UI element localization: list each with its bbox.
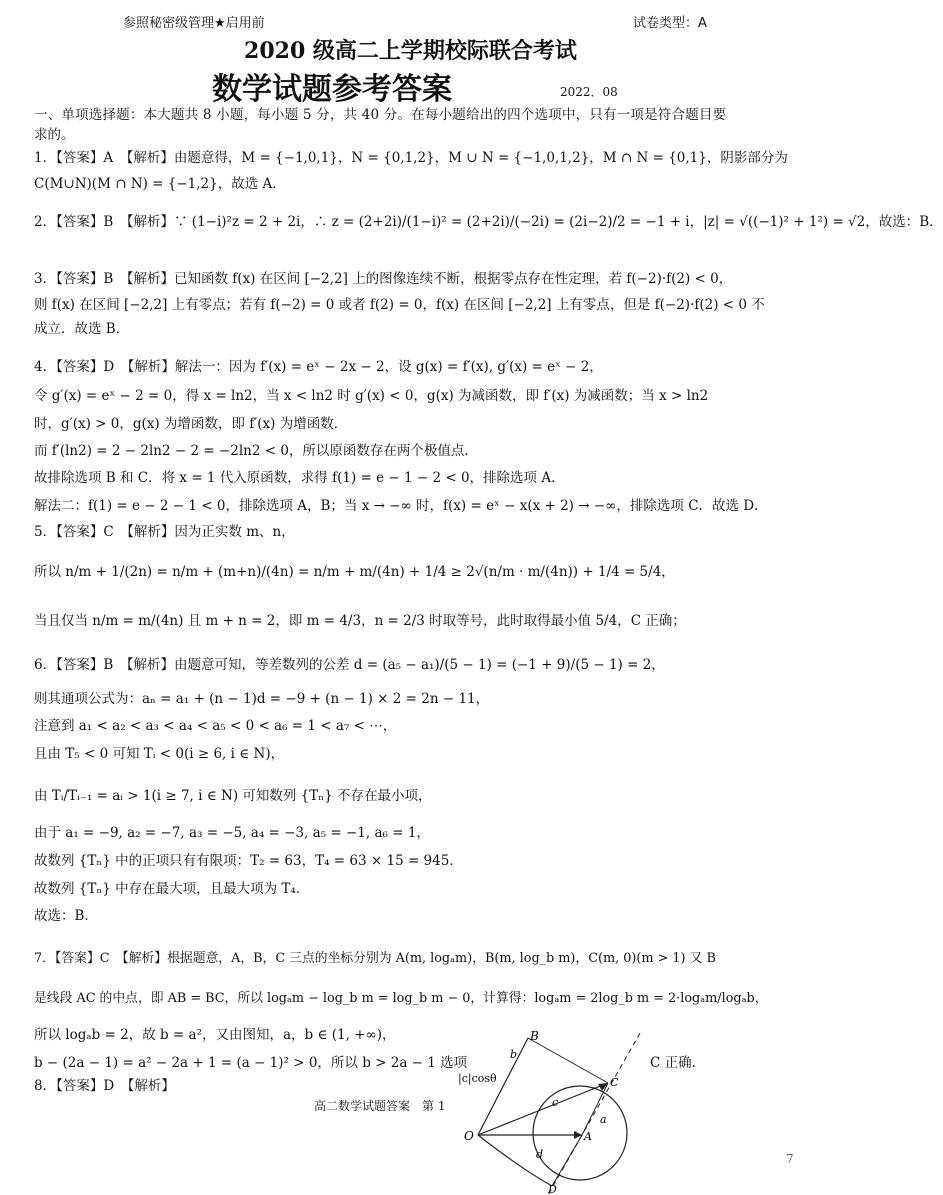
answer-line: 是线段 AC 的中点，即 AB = BC，所以 logₐm − log_b m = log_b m − 0，计算得：logₐm = 2log_b m = 2·logₐm/logₐb， [34,991,768,1006]
answer-line: 时，g′(x) > 0，g(x) 为增函数，即 f′(x) 为增函数． [34,416,348,432]
secret-level-label: 参照秘密级管理★启用前 [123,16,265,31]
paper-type-label: 试卷类型：A [633,16,707,31]
answer-line: 解法二：f(1) = e − 2 − 1 < 0，排除选项 A，B；当 x → −∞ 时，f(x) = eˣ − x(x + 2) → −∞，排除选项 C．故选 D． [34,498,768,514]
answer-line: 故数列 {Tₙ} 中存在最大项，且最大项为 T₄． [34,881,310,897]
answer-line: 故数列 {Tₙ} 中的正项只有有限项：T₂ = 63，T₄ = 63 × 15 = 945． [34,853,463,869]
answer-line: 由于 a₁ = −9, a₂ = −7, a₃ = −5, a₄ = −3, a₅ = −1, a₆ = 1， [34,825,430,841]
section-heading-cont: 求的。 [34,127,75,143]
label-c: c [552,1096,559,1109]
vector-c [478,1083,608,1135]
answer-line: 4．【答案】D 【解析】解法一：因为 f′(x) = eˣ − 2x − 2，设 g(x) = f′(x), g′(x) = eˣ − 2， [34,359,603,375]
label-B: B [530,1029,539,1043]
segment-bc [528,1038,608,1083]
page-footer: 高二数学试题答案 第 1 [314,1099,446,1113]
answer-line: 则 f(x) 在区间 [−2,2] 上有零点；若有 f(−2) = 0 或者 f(2) = 0，f(x) 在区间 [−2,2] 上有零点，但是 f(−2)·f(2) < 0 不 [34,297,765,313]
answer-line: C(M∪N)(M ∩ N) = {−1,2}，故选 A． [34,176,286,192]
answer-line: 所以 n/m + 1/(2n) = n/m + (m+n)/(4n) = n/m + m/(4n) + 1/4 ≥ 2√(n/m · m/(4n)) + 1/4 = 5/4， [34,564,675,580]
corner-mark: 7 [786,1152,794,1166]
answer-line: 5．【答案】C 【解析】因为正实数 m、n， [34,524,295,540]
answer-line: 当且仅当 n/m = m/(4n) 且 m + n = 2，即 m = 4/3，n = 2/3 时取等号，此时取得最小值 5/4，C 正确； [34,613,686,629]
label-C: C [610,1076,619,1089]
label-b: b [510,1048,518,1061]
answer-line: 故选：B． [34,908,98,924]
answer-line: 注意到 a₁ < a₂ < a₃ < a₄ < a₅ < 0 < a₆ = 1 < a₇ < ⋯， [34,718,397,734]
answer-line: 而 f′(ln2) = 2 − 2ln2 − 2 = −2ln2 < 0，所以原函数存在两个极值点． [34,443,478,459]
answer-line: 2．【答案】B 【解析】∵ (1−i)²z = 2 + 2i，∴ z = (2+2i)/(1−i)² = (2+2i)/(−2i) = (2i−2)/2 = −1 + i，|z| = √((−1)² + 1²) = √2，故选：B． [34,214,943,230]
answer-line: 8．【答案】D 【解析】 [34,1078,175,1094]
circle-shape [533,1086,627,1180]
answer-line: 故排除选项 B 和 C．将 x = 1 代入原函数，求得 f(1) = e − 1 − 2 < 0，排除选项 A． [34,470,565,486]
vector-circle-figure [440,1028,670,1195]
answer-line: 6．【答案】B 【解析】由题意可知，等差数列的公差 d = (a₅ − a₁)/(5 − 1) = (−1 + 9)/(5 − 1) = 2， [34,657,665,673]
date-label: 2022．08 [560,85,618,99]
segment-ac [582,1083,608,1135]
answer-line: 令 g′(x) = eˣ − 2 = 0，得 x = ln2，当 x < ln2 时 g′(x) < 0，g(x) 为减函数，即 f′(x) 为减函数；当 x > ln2 [34,388,709,404]
label-d: d [536,1148,544,1161]
answer-line: 则其通项公式为：aₙ = a₁ + (n − 1)d = −9 + (n − 1) × 2 = 2n − 11， [34,691,490,707]
label-O: O [464,1129,474,1143]
label-projection: |c|cosθ [458,1072,497,1085]
label-a: a [600,1113,607,1126]
vector-b [478,1038,528,1135]
document-title: 数学试题参考答案 [212,72,452,107]
exam-title: 2020 级高二上学期校际联合考试 [244,38,577,64]
answer-line-tail: C 正确． [650,1055,706,1071]
answer-line: 且由 T₅ < 0 可知 Tᵢ < 0(i ≥ 6, i ∈ N)， [34,746,285,762]
section-heading: 一、单项选择题：本大题共 8 小题，每小题 5 分，共 40 分。在每小题给出的四个选项中，只有一项是符合题目要 [34,107,727,123]
answer-line: 成立．故选 B． [34,321,130,337]
answer-line: 3．【答案】B 【解析】已知函数 f(x) 在区间 [−2,2] 上的图像连续不断，根据零点存在性定理，若 f(−2)·f(2) < 0， [34,271,733,287]
answer-line: 所以 logₐb = 2，故 b = a²，又由图知，a，b ∈ (1, +∞)， [34,1027,396,1043]
label-A: A [584,1130,592,1143]
answer-line: 7．【答案】C 【解析】根据题意，A，B，C 三点的坐标分别为 A(m, logₐm)，B(m, log_b m)，C(m, 0)(m > 1) 又 B [34,951,716,966]
answer-line: b − (2a − 1) = a² − 2a + 1 = (a − 1)² > 0，所以 b > 2a − 1 选项 [34,1055,468,1071]
answer-line: 1．【答案】A 【解析】由题意得，M = {−1,0,1}，N = {0,1,2}，M ∪ N = {−1,0,1,2}，M ∩ N = {0,1}，阴影部分为 [34,150,788,166]
answer-line: 由 Tᵢ/Tᵢ₋₁ = aᵢ > 1(i ≥ 7, i ∈ N) 可知数列 {Tₙ} 不存在最小项， [34,788,432,804]
label-D: D [548,1183,557,1195]
